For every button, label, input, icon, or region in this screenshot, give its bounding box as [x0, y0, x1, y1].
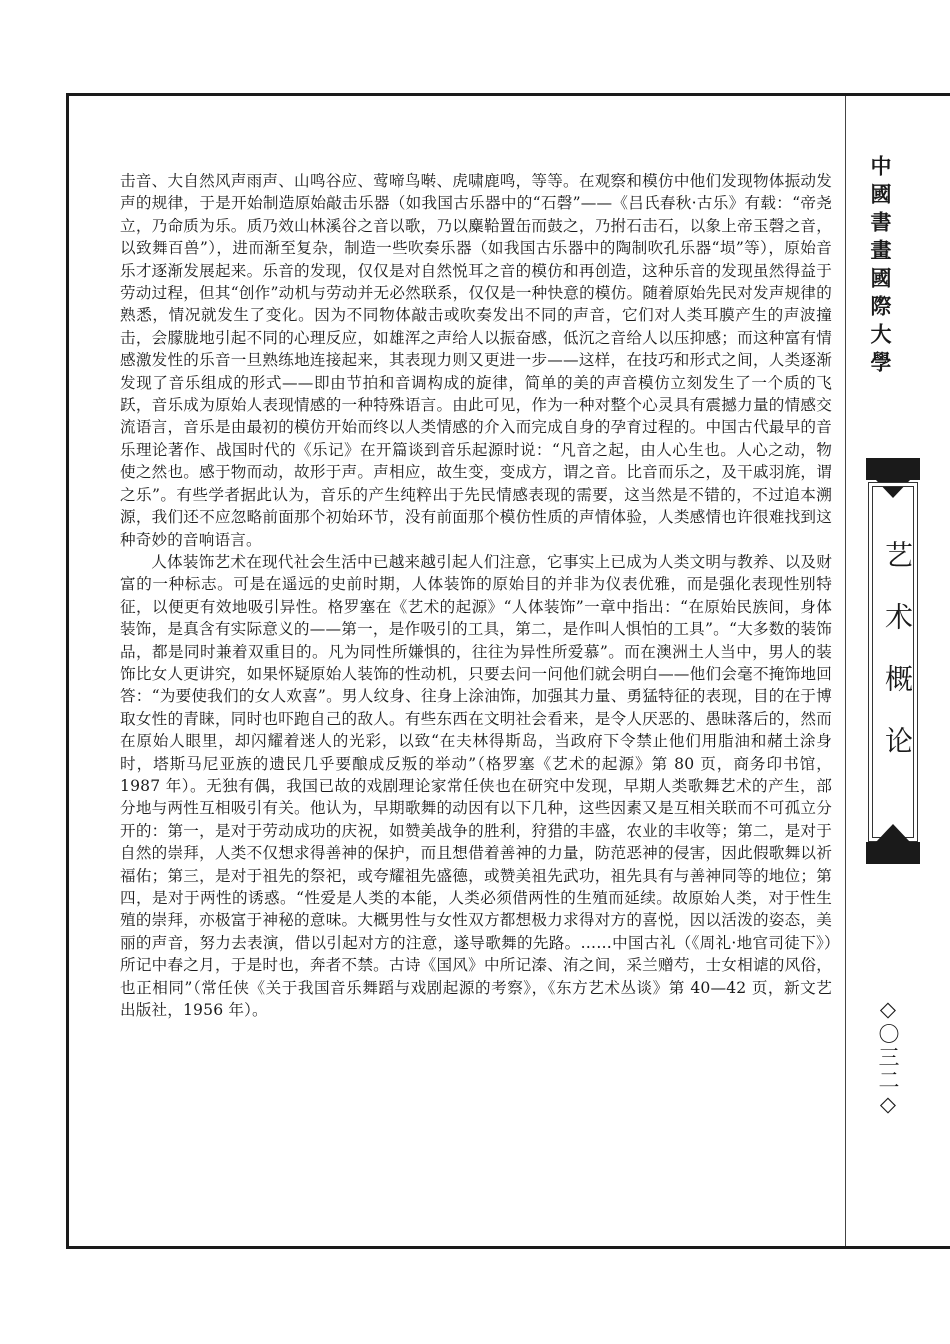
paragraph-music-origin: 击音、大自然风声雨声、山鸣谷应、莺啼鸟啭、虎啸鹿鸣，等等。在观察和模仿中他们发现物体振动发声的规律，于是开始制造原始敲击乐器（如我国古乐器中的“石磬”——《吕氏春秋·古乐》有载：“帝尧立，乃命质为乐。质乃效山林溪谷之音以歌，乃以麋鞈置缶而鼓之，乃拊石击石，以象上帝玉磬之音，以致舞百兽”），进而渐至复杂，制造一些吹奏乐器（如我国古乐器中的陶制吹孔乐器“埙”等），原始音乐才逐渐发展起来。乐音的发现，仅仅是对自然悦耳之音的模仿和再创造，这种乐音的发现虽然得益于劳动过程，但其“创作”动机与劳动并无必然联系，仅仅是一种快意的模仿。随着原始先民对发声规律的熟悉，情况就发生了变化。因为不同物体敲击或吹奏发出不同的声音，它们对人类耳膜产生的声波撞击，会朦胧地引起不同的心理反应，如雄浑之声给人以振奋感，低沉之音给人以压抑感；而这种富有情感激发性的乐音一旦熟练地连接起来，其表现力则又更进一步——这样，在技巧和形式之间，人类逐渐发现了音乐组成的形式——即由节拍和音调构成的旋律，简单的美的声音模仿立刻发生了一个质的飞跃，音乐成为原始人表现情感的一种特殊语言。由此可见，作为一种对整个心灵具有震撼力量的情感交流语言，音乐是由最初的模仿开始而终以人类情感的介入而完成自身的孕育过程的。中国古代最早的音乐理论著作、战国时代的《乐记》在开篇谈到音乐起源时说：“凡音之起，由人心生也。人心之动，物使之然也。感于物而动，故形于声。声相应，故生变，变成方，谓之音。比音而乐之，及干戚羽旄，谓之乐”。有些学者据此认为，音乐的产生纯粹出于先民情感表现的需要，这当然是不错的，不过追本溯源，我们还不应忽略前面那个初始环节，没有前面那个模仿性质的声情体验，人类感情也许很难找到这种奇妙的音响语言。 — [120, 172, 832, 549]
title-band-top — [866, 458, 920, 480]
title-band-bottom-notch — [876, 824, 910, 842]
page-number: ◇〇三二◇ — [876, 997, 900, 1118]
page-border-bottom — [68, 1246, 950, 1249]
paragraph-body-decoration: 人体装饰艺术在现代社会生活中已越来越引起人们注意，它事实上已成为人类文明与教养、以及财富的一种标志。可是在遥远的史前时期，人体装饰的原始目的并非为仪表优雅，而是强化表现性别特征，以便更有效地吸引异性。格罗塞在《艺术的起源》“人体装饰”一章中指出：“在原始民族间，身体装饰，是真含有实际意义的——第一，是作吸引的工具，第二，是作叫人惧怕的工具”。“大多数的装饰品，都是同时兼着双重目的。凡为同性所嫌惧的，往往为异性所爱慕”。而在澳洲土人当中，男人的装饰比女人更讲究，如果怀疑原始人装饰的性动机，只要去问一问他们就会明白——他们会毫不掩饰地回答：“为要使我们的女人欢喜”。男人纹身、往身上涂油饰，加强其力量、勇猛特征的表现，目的在于博取女性的青睐，同时也吓跑自己的敌人。有些东西在文明社会看来，是令人厌恶的、愚昧落后的，然而在原始人眼里，却闪耀着迷人的光彩，以致“在夫林得斯岛，当政府下令禁止他们用脂油和赭土涂身时，塔斯马尼亚族的遗民几乎要酿成反叛的举动”（格罗塞《艺术的起源》第 80 页，商务印书馆，1987 年）。无独有偶，我国已故的戏剧理论家常任侠也在研究中发现，早期人类歌舞艺术的产生，部分地与两性互相吸引有关。他认为，早期歌舞的动因有以下几种，这些因素又是互相关联而不可孤立分开的：第一，是对于劳动成功的庆祝，如赞美战争的胜利，狩猎的丰盛，农业的丰收等；第二，是对于自然的崇拜，人类不仅想求得善神的保护，而且想借着善神的力量，防范恶神的侵害，因此假歌舞以祈福佑；第三，是对于祖先的祭祀，或夸耀祖先盛德，或赞美祖先武功，祖先具有与善神同等的地位；第四，是对于两性的诱惑。“性爱是人类的本能，人类必须借两性的生殖而延续。故原始人类，对于性生殖的崇拜，亦极富于神秘的意味。大概男性与女性双方都想极力求得对方的喜悦，因以活泼的姿态，美丽的声音，努力去表演，借以引起对方的注意，遂导歌舞的先路。……中国古礼（《周礼·地官司徒下》）所记中春之月，于是时也，奔者不禁。古诗《国风》中所记溱、洧之间，采兰赠芍，士女相谑的风俗，也正相同”（常任侠《关于我国音乐舞蹈与戏剧起源的考察》，《东方艺术丛谈》第 40—42 页，新文艺出版社，1956 年）。 — [120, 552, 832, 1020]
margin-divider — [845, 96, 846, 1246]
main-text — [120, 170, 832, 1021]
title-band-bottom — [866, 842, 920, 864]
series-name: 中國書畫國際大學 — [868, 155, 893, 379]
book-title: 艺术概论 — [881, 540, 914, 788]
page-border-left — [66, 93, 69, 1249]
page-border-top — [68, 93, 950, 96]
